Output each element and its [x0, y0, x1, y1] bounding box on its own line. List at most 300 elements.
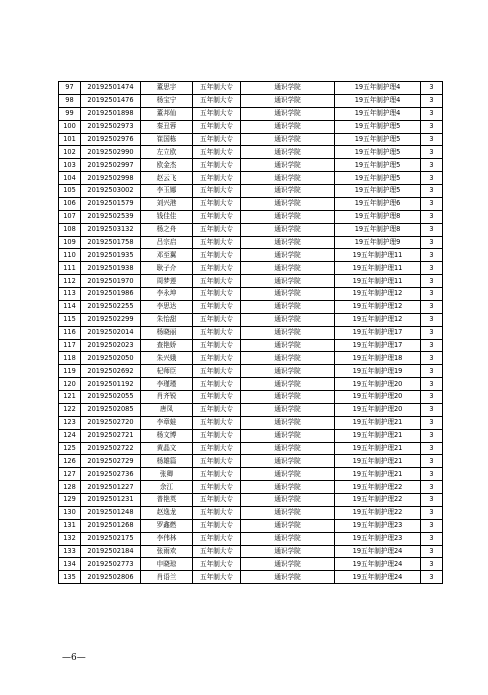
- class-name-cell: 19五年制护理9: [335, 236, 421, 249]
- credits-cell: 3: [421, 313, 443, 326]
- student-name-cell: 左立欧: [141, 146, 193, 159]
- credits-cell: 3: [421, 352, 443, 365]
- program-type-cell: 五年制大专: [193, 326, 241, 339]
- credits-cell: 3: [421, 120, 443, 133]
- row-number-cell: 134: [59, 558, 81, 571]
- student-name-cell: 欧金杰: [141, 159, 193, 172]
- table-row: [59, 416, 443, 429]
- student-id-cell: 20192502023: [81, 339, 141, 352]
- student-id-cell: 20192501192: [81, 378, 141, 391]
- row-number-cell: 106: [59, 197, 81, 210]
- college-cell: 通识学院: [241, 455, 335, 468]
- table-row: [59, 82, 443, 95]
- table-row: [59, 378, 443, 391]
- student-name-cell: 周梦莲: [141, 275, 193, 288]
- program-type-cell: 五年制大专: [193, 545, 241, 558]
- student-name-cell: 黄晶文: [141, 442, 193, 455]
- class-name-cell: 19五年制护理23: [335, 532, 421, 545]
- class-name-cell: 19五年制护理22: [335, 494, 421, 507]
- credits-cell: 3: [421, 545, 443, 558]
- program-type-cell: 五年制大专: [193, 494, 241, 507]
- table-row: [59, 326, 443, 339]
- class-name-cell: 19五年制护理22: [335, 481, 421, 494]
- student-name-cell: 邓至翼: [141, 249, 193, 262]
- college-cell: 通识学院: [241, 107, 335, 120]
- row-number-cell: 115: [59, 313, 81, 326]
- college-cell: 通识学院: [241, 210, 335, 223]
- table-row: [59, 519, 443, 532]
- class-name-cell: 19五年制护理5: [335, 120, 421, 133]
- row-number-cell: 107: [59, 210, 81, 223]
- student-name-cell: 李章蛙: [141, 416, 193, 429]
- college-cell: 通识学院: [241, 429, 335, 442]
- college-cell: 通识学院: [241, 197, 335, 210]
- program-type-cell: 五年制大专: [193, 159, 241, 172]
- table-row: [59, 352, 443, 365]
- student-name-cell: 普艳英: [141, 494, 193, 507]
- credits-cell: 3: [421, 326, 443, 339]
- student-name-cell: 刘兴港: [141, 197, 193, 210]
- student-id-cell: 20192501579: [81, 197, 141, 210]
- table-row: [59, 481, 443, 494]
- row-number-cell: 135: [59, 571, 81, 584]
- student-id-cell: 20192503132: [81, 223, 141, 236]
- class-name-cell: 19五年制护理20: [335, 378, 421, 391]
- credits-cell: 3: [421, 275, 443, 288]
- class-name-cell: 19五年制护理8: [335, 210, 421, 223]
- student-name-cell: 李思达: [141, 300, 193, 313]
- row-number-cell: 104: [59, 172, 81, 185]
- credits-cell: 3: [421, 506, 443, 519]
- student-name-cell: 唐凤: [141, 403, 193, 416]
- student-name-cell: 李瑾瑾: [141, 378, 193, 391]
- class-name-cell: 19五年制护理4: [335, 107, 421, 120]
- program-type-cell: 五年制大专: [193, 468, 241, 481]
- row-number-cell: 117: [59, 339, 81, 352]
- table-row: [59, 120, 443, 133]
- credits-cell: 3: [421, 197, 443, 210]
- row-number-cell: 100: [59, 120, 81, 133]
- college-cell: 通识学院: [241, 339, 335, 352]
- college-cell: 通识学院: [241, 159, 335, 172]
- row-number-cell: 123: [59, 416, 81, 429]
- table-row: [59, 197, 443, 210]
- class-name-cell: 19五年制护理12: [335, 300, 421, 313]
- credits-cell: 3: [421, 365, 443, 378]
- student-id-cell: 20192501227: [81, 481, 141, 494]
- program-type-cell: 五年制大专: [193, 120, 241, 133]
- student-name-cell: 杨文博: [141, 429, 193, 442]
- table-row: [59, 185, 443, 198]
- student-id-cell: 20192502539: [81, 210, 141, 223]
- class-name-cell: 19五年制护理6: [335, 197, 421, 210]
- program-type-cell: 五年制大专: [193, 82, 241, 95]
- table-row: [59, 442, 443, 455]
- row-number-cell: 114: [59, 300, 81, 313]
- page-number: —6—: [62, 653, 86, 663]
- table-row: [59, 159, 443, 172]
- row-number-cell: 109: [59, 236, 81, 249]
- student-id-cell: 20192503002: [81, 185, 141, 198]
- student-id-cell: 20192502184: [81, 545, 141, 558]
- program-type-cell: 五年制大专: [193, 133, 241, 146]
- student-name-cell: 杨之舟: [141, 223, 193, 236]
- credits-cell: 3: [421, 378, 443, 391]
- program-type-cell: 五年制大专: [193, 249, 241, 262]
- student-name-cell: 张雨欢: [141, 545, 193, 558]
- class-name-cell: 19五年制护理24: [335, 558, 421, 571]
- table-row: [59, 249, 443, 262]
- student-name-cell: 赵云飞: [141, 172, 193, 185]
- student-id-cell: 20192501758: [81, 236, 141, 249]
- student-id-cell: 20192502990: [81, 146, 141, 159]
- college-cell: 通识学院: [241, 352, 335, 365]
- college-cell: 通识学院: [241, 94, 335, 107]
- table-row: [59, 545, 443, 558]
- student-name-cell: 李永坤: [141, 288, 193, 301]
- student-name-cell: 杨晓丽: [141, 326, 193, 339]
- class-name-cell: 19五年制护理21: [335, 455, 421, 468]
- program-type-cell: 五年制大专: [193, 481, 241, 494]
- student-id-cell: 20192501268: [81, 519, 141, 532]
- credits-cell: 3: [421, 481, 443, 494]
- student-name-cell: 朱兴娥: [141, 352, 193, 365]
- student-roster-table: [58, 81, 443, 584]
- student-id-cell: 20192502729: [81, 455, 141, 468]
- row-number-cell: 103: [59, 159, 81, 172]
- table-row: [59, 107, 443, 120]
- row-number-cell: 99: [59, 107, 81, 120]
- student-name-cell: 申晓琼: [141, 558, 193, 571]
- table-row: [59, 339, 443, 352]
- credits-cell: 3: [421, 494, 443, 507]
- student-id-cell: 20192502299: [81, 313, 141, 326]
- college-cell: 通识学院: [241, 468, 335, 481]
- student-id-cell: 20192502085: [81, 403, 141, 416]
- program-type-cell: 五年制大专: [193, 107, 241, 120]
- student-name-cell: 钱佳佳: [141, 210, 193, 223]
- college-cell: 通识学院: [241, 82, 335, 95]
- row-number-cell: 130: [59, 506, 81, 519]
- program-type-cell: 五年制大专: [193, 288, 241, 301]
- student-id-cell: 20192502055: [81, 391, 141, 404]
- class-name-cell: 19五年制护理5: [335, 133, 421, 146]
- student-id-cell: 20192502997: [81, 159, 141, 172]
- table-row: [59, 210, 443, 223]
- credits-cell: 3: [421, 210, 443, 223]
- program-type-cell: 五年制大专: [193, 146, 241, 159]
- class-name-cell: 19五年制护理12: [335, 313, 421, 326]
- college-cell: 通识学院: [241, 571, 335, 584]
- program-type-cell: 五年制大专: [193, 416, 241, 429]
- college-cell: 通识学院: [241, 378, 335, 391]
- roster-table-body: [59, 82, 443, 584]
- college-cell: 通识学院: [241, 249, 335, 262]
- class-name-cell: 19五年制护理5: [335, 146, 421, 159]
- college-cell: 通识学院: [241, 558, 335, 571]
- student-id-cell: 20192501935: [81, 249, 141, 262]
- table-row: [59, 468, 443, 481]
- row-number-cell: 124: [59, 429, 81, 442]
- credits-cell: 3: [421, 82, 443, 95]
- row-number-cell: 132: [59, 532, 81, 545]
- credits-cell: 3: [421, 107, 443, 120]
- row-number-cell: 131: [59, 519, 81, 532]
- credits-cell: 3: [421, 403, 443, 416]
- credits-cell: 3: [421, 262, 443, 275]
- student-id-cell: 20192502976: [81, 133, 141, 146]
- college-cell: 通识学院: [241, 532, 335, 545]
- table-row: [59, 275, 443, 288]
- row-number-cell: 126: [59, 455, 81, 468]
- program-type-cell: 五年制大专: [193, 429, 241, 442]
- credits-cell: 3: [421, 185, 443, 198]
- student-id-cell: 20192502255: [81, 300, 141, 313]
- student-id-cell: 20192502998: [81, 172, 141, 185]
- table-row: [59, 506, 443, 519]
- college-cell: 通识学院: [241, 326, 335, 339]
- student-id-cell: 20192501474: [81, 82, 141, 95]
- college-cell: 通识学院: [241, 185, 335, 198]
- row-number-cell: 108: [59, 223, 81, 236]
- credits-cell: 3: [421, 172, 443, 185]
- student-id-cell: 20192502050: [81, 352, 141, 365]
- program-type-cell: 五年制大专: [193, 571, 241, 584]
- student-name-cell: 肖齐锐: [141, 391, 193, 404]
- row-number-cell: 118: [59, 352, 81, 365]
- class-name-cell: 19五年制护理5: [335, 159, 421, 172]
- credits-cell: 3: [421, 339, 443, 352]
- row-number-cell: 112: [59, 275, 81, 288]
- table-row: [59, 558, 443, 571]
- program-type-cell: 五年制大专: [193, 403, 241, 416]
- student-name-cell: 余江: [141, 481, 193, 494]
- program-type-cell: 五年制大专: [193, 236, 241, 249]
- credits-cell: 3: [421, 146, 443, 159]
- student-name-cell: 朱怡甜: [141, 313, 193, 326]
- table-row: [59, 146, 443, 159]
- student-name-cell: 杞师臣: [141, 365, 193, 378]
- college-cell: 通识学院: [241, 262, 335, 275]
- table-row: [59, 403, 443, 416]
- credits-cell: 3: [421, 468, 443, 481]
- program-type-cell: 五年制大专: [193, 275, 241, 288]
- row-number-cell: 102: [59, 146, 81, 159]
- student-id-cell: 20192502720: [81, 416, 141, 429]
- college-cell: 通识学院: [241, 416, 335, 429]
- program-type-cell: 五年制大专: [193, 210, 241, 223]
- student-name-cell: 杨雄篇: [141, 455, 193, 468]
- credits-cell: 3: [421, 223, 443, 236]
- program-type-cell: 五年制大专: [193, 339, 241, 352]
- class-name-cell: 19五年制护理5: [335, 172, 421, 185]
- program-type-cell: 五年制大专: [193, 262, 241, 275]
- college-cell: 通识学院: [241, 223, 335, 236]
- credits-cell: 3: [421, 455, 443, 468]
- table-row: [59, 262, 443, 275]
- program-type-cell: 五年制大专: [193, 378, 241, 391]
- row-number-cell: 125: [59, 442, 81, 455]
- program-type-cell: 五年制大专: [193, 223, 241, 236]
- class-name-cell: 19五年制护理20: [335, 403, 421, 416]
- student-id-cell: 20192501970: [81, 275, 141, 288]
- student-name-cell: 董邦仙: [141, 107, 193, 120]
- class-name-cell: 19五年制护理5: [335, 185, 421, 198]
- credits-cell: 3: [421, 519, 443, 532]
- row-number-cell: 97: [59, 82, 81, 95]
- student-name-cell: 耿子介: [141, 262, 193, 275]
- table-row: [59, 288, 443, 301]
- student-id-cell: 20192501986: [81, 288, 141, 301]
- table-row: [59, 133, 443, 146]
- student-name-cell: 李伟林: [141, 532, 193, 545]
- credits-cell: 3: [421, 571, 443, 584]
- class-name-cell: 19五年制护理21: [335, 429, 421, 442]
- table-row: [59, 172, 443, 185]
- credits-cell: 3: [421, 429, 443, 442]
- college-cell: 通识学院: [241, 313, 335, 326]
- class-name-cell: 19五年制护理11: [335, 275, 421, 288]
- college-cell: 通识学院: [241, 120, 335, 133]
- credits-cell: 3: [421, 236, 443, 249]
- table-row: [59, 494, 443, 507]
- program-type-cell: 五年制大专: [193, 532, 241, 545]
- college-cell: 通识学院: [241, 236, 335, 249]
- student-id-cell: 20192501476: [81, 94, 141, 107]
- program-type-cell: 五年制大专: [193, 94, 241, 107]
- college-cell: 通识学院: [241, 365, 335, 378]
- credits-cell: 3: [421, 288, 443, 301]
- program-type-cell: 五年制大专: [193, 391, 241, 404]
- college-cell: 通识学院: [241, 442, 335, 455]
- college-cell: 通识学院: [241, 506, 335, 519]
- credits-cell: 3: [421, 532, 443, 545]
- student-id-cell: 20192501231: [81, 494, 141, 507]
- student-id-cell: 20192502736: [81, 468, 141, 481]
- program-type-cell: 五年制大专: [193, 352, 241, 365]
- class-name-cell: 19五年制护理22: [335, 506, 421, 519]
- row-number-cell: 129: [59, 494, 81, 507]
- credits-cell: 3: [421, 300, 443, 313]
- college-cell: 通识学院: [241, 519, 335, 532]
- college-cell: 通识学院: [241, 275, 335, 288]
- college-cell: 通识学院: [241, 288, 335, 301]
- class-name-cell: 19五年制护理21: [335, 468, 421, 481]
- row-number-cell: 105: [59, 185, 81, 198]
- program-type-cell: 五年制大专: [193, 185, 241, 198]
- program-type-cell: 五年制大专: [193, 506, 241, 519]
- credits-cell: 3: [421, 133, 443, 146]
- program-type-cell: 五年制大专: [193, 558, 241, 571]
- table-row: [59, 571, 443, 584]
- student-name-cell: 赵逸龙: [141, 506, 193, 519]
- student-id-cell: 20192502973: [81, 120, 141, 133]
- program-type-cell: 五年制大专: [193, 455, 241, 468]
- student-id-cell: 20192502773: [81, 558, 141, 571]
- college-cell: 通识学院: [241, 494, 335, 507]
- row-number-cell: 116: [59, 326, 81, 339]
- class-name-cell: 19五年制护理4: [335, 94, 421, 107]
- table-row: [59, 94, 443, 107]
- student-name-cell: 董思宇: [141, 82, 193, 95]
- class-name-cell: 19五年制护理4: [335, 82, 421, 95]
- credits-cell: 3: [421, 94, 443, 107]
- table-row: [59, 532, 443, 545]
- student-name-cell: 吕宗启: [141, 236, 193, 249]
- college-cell: 通识学院: [241, 146, 335, 159]
- row-number-cell: 111: [59, 262, 81, 275]
- table-row: [59, 429, 443, 442]
- student-id-cell: 20192502175: [81, 532, 141, 545]
- student-name-cell: 张卿: [141, 468, 193, 481]
- student-name-cell: 查艳娇: [141, 339, 193, 352]
- class-name-cell: 19五年制护理23: [335, 519, 421, 532]
- table-row: [59, 365, 443, 378]
- row-number-cell: 120: [59, 378, 81, 391]
- student-id-cell: 20192501248: [81, 506, 141, 519]
- class-name-cell: 19五年制护理24: [335, 571, 421, 584]
- table-row: [59, 300, 443, 313]
- student-name-cell: 肖语兰: [141, 571, 193, 584]
- row-number-cell: 133: [59, 545, 81, 558]
- college-cell: 通识学院: [241, 133, 335, 146]
- student-name-cell: 秦丑蓉: [141, 120, 193, 133]
- table-row: [59, 313, 443, 326]
- program-type-cell: 五年制大专: [193, 300, 241, 313]
- college-cell: 通识学院: [241, 391, 335, 404]
- credits-cell: 3: [421, 442, 443, 455]
- student-name-cell: 崔国栋: [141, 133, 193, 146]
- class-name-cell: 19五年制护理19: [335, 365, 421, 378]
- student-id-cell: 20192502721: [81, 429, 141, 442]
- student-id-cell: 20192502722: [81, 442, 141, 455]
- class-name-cell: 19五年制护理21: [335, 442, 421, 455]
- row-number-cell: 127: [59, 468, 81, 481]
- college-cell: 通识学院: [241, 481, 335, 494]
- college-cell: 通识学院: [241, 300, 335, 313]
- table-row: [59, 455, 443, 468]
- row-number-cell: 98: [59, 94, 81, 107]
- student-id-cell: 20192502014: [81, 326, 141, 339]
- credits-cell: 3: [421, 558, 443, 571]
- college-cell: 通识学院: [241, 403, 335, 416]
- college-cell: 通识学院: [241, 172, 335, 185]
- row-number-cell: 113: [59, 288, 81, 301]
- student-name-cell: 杨宝宁: [141, 94, 193, 107]
- row-number-cell: 121: [59, 391, 81, 404]
- class-name-cell: 19五年制护理17: [335, 339, 421, 352]
- class-name-cell: 19五年制护理20: [335, 391, 421, 404]
- student-id-cell: 20192502806: [81, 571, 141, 584]
- program-type-cell: 五年制大专: [193, 442, 241, 455]
- student-name-cell: 李玉娜: [141, 185, 193, 198]
- class-name-cell: 19五年制护理17: [335, 326, 421, 339]
- credits-cell: 3: [421, 159, 443, 172]
- college-cell: 通识学院: [241, 545, 335, 558]
- class-name-cell: 19五年制护理11: [335, 249, 421, 262]
- student-id-cell: 20192501898: [81, 107, 141, 120]
- program-type-cell: 五年制大专: [193, 197, 241, 210]
- class-name-cell: 19五年制护理12: [335, 288, 421, 301]
- class-name-cell: 19五年制护理8: [335, 223, 421, 236]
- program-type-cell: 五年制大专: [193, 313, 241, 326]
- credits-cell: 3: [421, 249, 443, 262]
- row-number-cell: 101: [59, 133, 81, 146]
- student-id-cell: 20192502692: [81, 365, 141, 378]
- row-number-cell: 119: [59, 365, 81, 378]
- table-row: [59, 223, 443, 236]
- class-name-cell: 19五年制护理24: [335, 545, 421, 558]
